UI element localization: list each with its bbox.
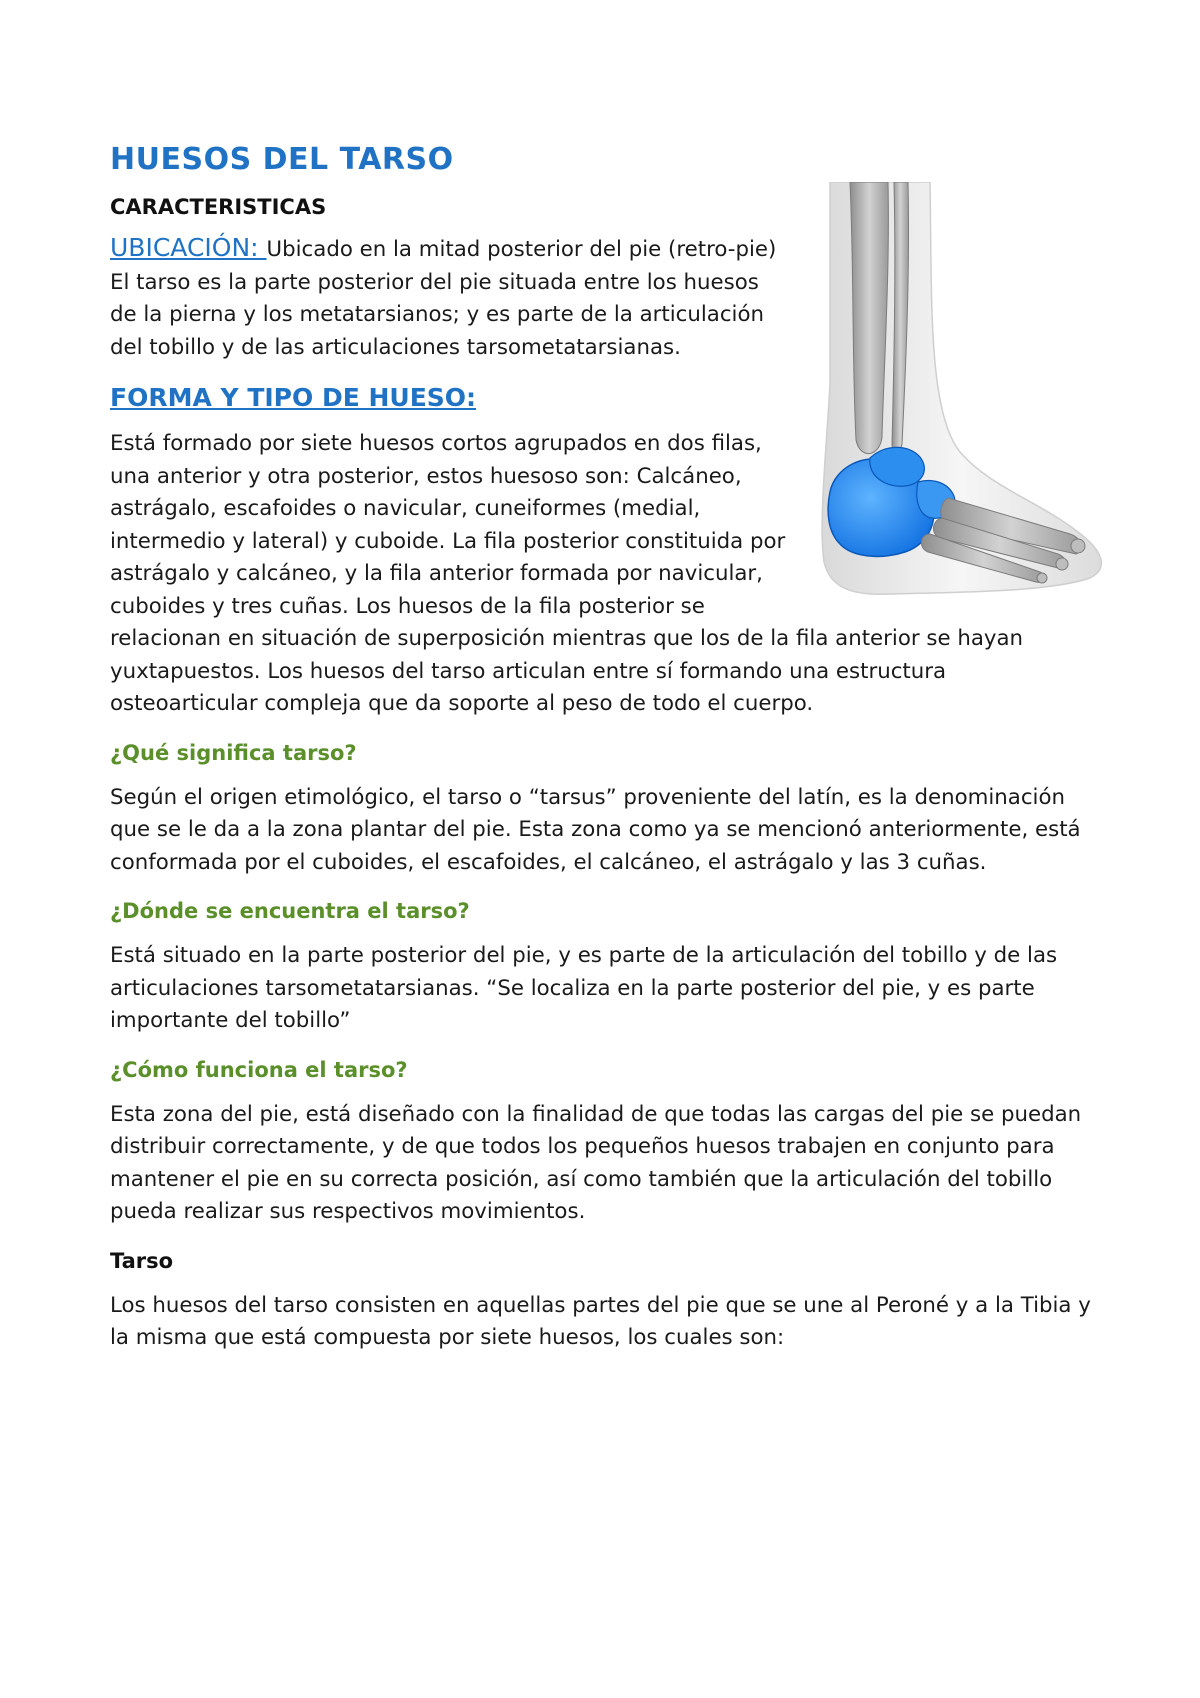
tarso-paragraph: Los huesos del tarso consisten en aquellas partes del pie que se une al Peroné y a la Tibia y la misma que está compuesta por siete huesos, los cuales son: xyxy=(110,1292,1091,1350)
page-title: HUESOS DEL TARSO xyxy=(110,142,454,177)
tarso-heading: Tarso xyxy=(110,1248,174,1273)
ubicacion-label: UBICACIÓN: xyxy=(110,233,267,262)
section-heading-significa: ¿Qué significa tarso? xyxy=(110,740,357,765)
foot-bones-icon xyxy=(810,182,1120,608)
section-text-significa: Según el origen etimológico, el tarso o “tarsus” proveniente del latín, es la denominación que se le da a la zona plantar del pie. Esta zona como ya se mencionó anteriormente, está conformada por el cuboides, el escafoides, el calcáneo, el astrágalo y las 3 cuñas. xyxy=(110,784,1081,875)
ubicacion-text: Ubicado en la mitad posterior del pie (retro-pie) El tarso es la parte posterior del pie situada entre los huesos de la pierna y los metatarsianos; y es parte de la articulación del tobillo y de las articulaciones tarsometatarsianas. xyxy=(110,237,777,360)
section-text-como: Esta zona del pie, está diseñado con la finalidad de que todas las cargas del pie se puedan distribuir correctamente, y de que todos los pequeños huesos trabajen en conjunto para mantener el pie en su correcta posición, así como también que la articulación del tobillo pueda realizar sus respectivos movimientos. xyxy=(110,1101,1082,1224)
foot-skeleton-image xyxy=(810,182,1120,608)
section-text-donde: Está situado en la parte posterior del pie, y es parte de la articulación del tobillo y de las articulaciones tarsometatarsianas. “Se localiza en la parte posterior del pie, y es parte importante del tobillo” xyxy=(110,943,1058,1033)
forma-heading: FORMA Y TIPO DE HUESO: xyxy=(110,383,477,412)
forma-paragraph: Está formado por siete huesos cortos agrupados en dos filas, una anterior y otra posterior, estos huesoso son: Calcáneo, astrágalo, escafoides o navicular, cuneiformes (medial, intermedio y lateral) y cuboide. La fila posterior constituida por astrágalo y calcáneo, y la fila anterior formada por navicular, cuboides y tres cuñas. Los huesos de la fila posterior se relacionan en situación de superposición mientras que los de la fila anterior se hayan yuxtapuestos. Los huesos del tarso articulan entre sí formando una estructura osteoarticular compleja que da soporte al peso de todo el cuerpo. xyxy=(110,431,1024,716)
section-heading-como: ¿Cómo funciona el tarso? xyxy=(110,1057,408,1082)
document-body xyxy=(110,140,1100,1355)
section-heading-donde: ¿Dónde se encuentra el tarso? xyxy=(110,899,470,923)
subtitle-caracteristicas: CARACTERISTICAS xyxy=(110,195,327,219)
